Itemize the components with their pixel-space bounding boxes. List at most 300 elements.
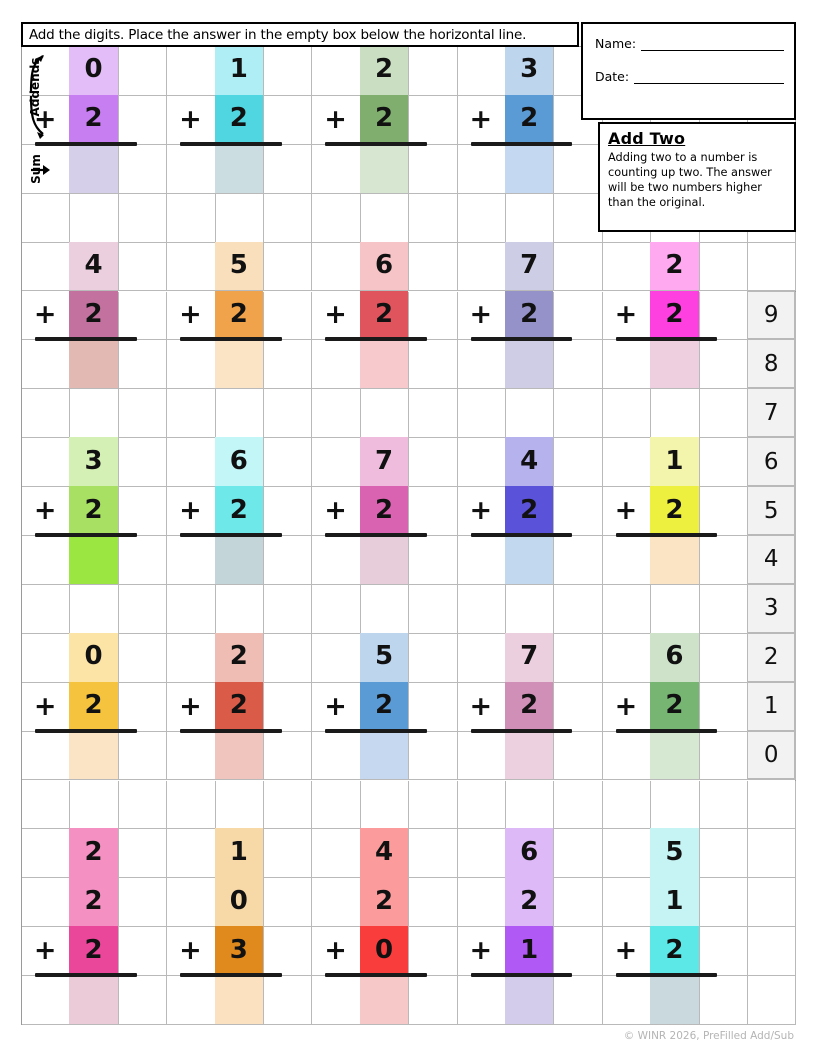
addend-digit: 2 [665, 250, 684, 281]
grid-cell [264, 732, 312, 781]
grid-cell [264, 781, 312, 830]
grid-cell [554, 585, 602, 634]
grid-cell [22, 389, 70, 438]
grid-cell [70, 585, 118, 634]
grid-cell [167, 878, 215, 927]
sum-answer-box[interactable] [69, 146, 117, 193]
grid-cell [458, 585, 506, 634]
grid-cell [458, 389, 506, 438]
sum-answer-box[interactable] [650, 537, 698, 584]
grid-cell [216, 781, 264, 830]
sum-answer-box[interactable] [69, 341, 117, 388]
addend-digit: 1 [665, 445, 684, 476]
grid-cell [554, 389, 602, 438]
grid-cell [264, 194, 312, 243]
addend-digit: 6 [374, 250, 394, 281]
grid-cell [409, 96, 457, 145]
instruction-bar [21, 22, 579, 47]
grid-cell [700, 781, 748, 830]
info-body: Adding two to a number is counting up two. The answer will be two numbers higher than the original. [608, 151, 772, 209]
grid-cell [554, 781, 602, 830]
grid-cell [554, 145, 602, 194]
addend-digit: 2 [520, 690, 539, 721]
grid-cell [264, 976, 312, 1025]
addend-digit: 4 [520, 445, 539, 476]
sum-rule-line [180, 337, 282, 341]
sum-rule-line [35, 729, 137, 733]
sum-answer-box[interactable] [505, 341, 553, 388]
addend-digit: 2 [84, 690, 103, 721]
addend-digit: 0 [229, 885, 248, 916]
sum-rule-line [616, 337, 718, 341]
addend-digit: 2 [374, 103, 394, 134]
grid-cell [119, 96, 167, 145]
grid-cell [119, 536, 167, 585]
sum-rule-line [616, 729, 718, 733]
grid-cell [22, 243, 70, 292]
grid-cell [409, 47, 457, 96]
grid-cell [458, 829, 506, 878]
addend-digit: 5 [229, 250, 248, 281]
grid-cell [22, 976, 70, 1025]
grid-cell [651, 585, 699, 634]
plus-operator-icon: + [179, 103, 202, 135]
sum-answer-box[interactable] [360, 977, 408, 1024]
grid-cell [506, 389, 554, 438]
sum-rule-line [325, 973, 427, 977]
grid-cell [554, 829, 602, 878]
grid-cell [748, 976, 796, 1025]
addend-digit: 2 [374, 494, 394, 525]
grid-cell [603, 634, 651, 683]
grid-cell [409, 194, 457, 243]
grid-cell [312, 585, 360, 634]
addend-digit: 2 [374, 885, 394, 916]
grid-cell [167, 781, 215, 830]
sum-rule-line [325, 142, 427, 146]
grid-cell [748, 927, 796, 976]
sum-answer-box[interactable] [215, 146, 263, 193]
grid-cell [700, 634, 748, 683]
grid-cell [264, 878, 312, 927]
sum-rule-line [325, 729, 427, 733]
grid-cell [700, 243, 748, 292]
grid-cell [216, 585, 264, 634]
grid-cell [603, 536, 651, 585]
grid-cell [264, 438, 312, 487]
grid-cell [167, 732, 215, 781]
sum-answer-box[interactable] [505, 146, 553, 193]
addend-digit: 2 [229, 641, 248, 672]
grid-cell [458, 194, 506, 243]
grid-cell [651, 781, 699, 830]
grid-cell [264, 340, 312, 389]
grid-cell [458, 781, 506, 830]
grid-cell [700, 292, 748, 341]
grid-cell [167, 340, 215, 389]
addend-digit: 1 [520, 934, 539, 965]
grid-cell [361, 585, 409, 634]
grid-cell [22, 438, 70, 487]
plus-operator-icon: + [33, 495, 57, 527]
grid-cell [603, 781, 651, 830]
grid-cell [748, 829, 796, 878]
grid-cell [264, 683, 312, 732]
grid-cell [312, 976, 360, 1025]
addend-digit: 4 [374, 836, 394, 867]
grid-cell [70, 389, 118, 438]
grid-cell [554, 243, 602, 292]
grid-cell [22, 878, 70, 927]
plus-operator-icon: + [469, 690, 493, 722]
addend-digit: 1 [229, 54, 248, 85]
grid-cell [312, 732, 360, 781]
sum-answer-box[interactable] [360, 146, 408, 193]
plus-operator-icon: + [324, 495, 347, 527]
grid-cell [409, 292, 457, 341]
grid-cell [409, 683, 457, 732]
grid-cell [264, 487, 312, 536]
sum-rule-line [180, 533, 282, 537]
sum-rule-line [35, 337, 137, 341]
addends-label [21, 46, 47, 144]
grid-cell [22, 634, 70, 683]
grid-cell [554, 683, 602, 732]
grid-cell [167, 585, 215, 634]
grid-cell [167, 243, 215, 292]
addend-digit: 5 [665, 836, 684, 867]
grid-cell [167, 634, 215, 683]
grid-cell [409, 781, 457, 830]
sum-answer-box[interactable] [505, 733, 553, 780]
grid-cell [119, 340, 167, 389]
addend-digit: 4 [84, 250, 103, 281]
grid-cell [119, 47, 167, 96]
grid-cell [554, 340, 602, 389]
grid-cell [312, 340, 360, 389]
sum-rule-line [180, 729, 282, 733]
number-strip-cell: 2 [747, 633, 795, 682]
addend-digit: 2 [665, 934, 684, 965]
sum-rule-line [616, 533, 718, 537]
addend-digit: 2 [229, 103, 248, 134]
grid-cell [603, 438, 651, 487]
grid-cell [409, 878, 457, 927]
addend-digit: 6 [520, 836, 539, 867]
grid-cell [264, 145, 312, 194]
grid-cell [700, 536, 748, 585]
addend-digit: 0 [84, 641, 103, 672]
plus-operator-icon: + [33, 299, 57, 331]
grid-cell [119, 194, 167, 243]
grid-cell [458, 976, 506, 1025]
date-label: Date: [595, 69, 630, 84]
date-row [595, 69, 784, 84]
plus-operator-icon: + [614, 495, 638, 527]
sum-answer-box[interactable] [650, 341, 698, 388]
addends-label-text: Addends [28, 57, 42, 117]
grid-cell [361, 781, 409, 830]
addend-digit: 7 [520, 641, 539, 672]
grid-cell [264, 927, 312, 976]
grid-cell [458, 634, 506, 683]
plus-operator-icon: + [179, 690, 202, 722]
sum-answer-box[interactable] [215, 341, 263, 388]
grid-cell [312, 829, 360, 878]
plus-operator-icon: + [324, 103, 347, 135]
grid-cell [409, 487, 457, 536]
grid-cell [748, 243, 796, 292]
info-box [598, 122, 796, 232]
grid-cell [700, 438, 748, 487]
grid-cell [167, 438, 215, 487]
grid-cell [216, 194, 264, 243]
number-strip-cell: 9 [747, 291, 795, 340]
info-title: Add Two [608, 129, 686, 148]
sum-rule-line [180, 142, 282, 146]
grid-cell [748, 781, 796, 830]
grid-cell [22, 829, 70, 878]
sum-answer-box[interactable] [215, 977, 263, 1024]
number-strip-cell: 0 [747, 731, 795, 780]
sum-answer-box[interactable] [215, 733, 263, 780]
sum-answer-box[interactable] [650, 733, 698, 780]
grid-cell [700, 829, 748, 878]
grid-cell [119, 732, 167, 781]
sum-label-text: Sum [29, 154, 43, 184]
addend-digit: 1 [229, 836, 248, 867]
grid-cell [312, 47, 360, 96]
addend-digit: 2 [665, 494, 684, 525]
sum-rule-line [471, 729, 573, 733]
grid-cell [409, 340, 457, 389]
grid-cell [119, 927, 167, 976]
plus-operator-icon: + [179, 935, 202, 967]
grid-cell [748, 878, 796, 927]
grid-cell [700, 340, 748, 389]
addend-digit: 2 [520, 885, 539, 916]
grid-cell [167, 389, 215, 438]
grid-cell [700, 585, 748, 634]
sum-answer-box[interactable] [360, 733, 408, 780]
addend-digit: 2 [374, 298, 394, 329]
grid-cell [264, 389, 312, 438]
grid-cell [409, 145, 457, 194]
grid-cell [603, 829, 651, 878]
number-strip-cell: 7 [747, 388, 795, 437]
footer-copyright: © WINR 2026, PreFilled Add/Sub [623, 1030, 794, 1042]
grid-cell [119, 487, 167, 536]
name-date-box [581, 22, 796, 120]
grid-cell [700, 976, 748, 1025]
grid-cell [167, 829, 215, 878]
addend-digit: 2 [520, 494, 539, 525]
sum-rule-line [471, 973, 573, 977]
grid-cell [361, 194, 409, 243]
sum-rule-line [35, 533, 137, 537]
addend-digit: 2 [84, 103, 103, 134]
sum-rule-line [35, 973, 137, 977]
grid-cell [167, 47, 215, 96]
grid-cell [70, 781, 118, 830]
grid-cell [409, 829, 457, 878]
grid-cell [603, 243, 651, 292]
number-strip-cell: 8 [747, 339, 795, 388]
addend-digit: 3 [520, 54, 539, 85]
grid-cell [700, 927, 748, 976]
grid-cell [312, 781, 360, 830]
number-strip-cell: 3 [747, 584, 795, 633]
grid-cell [458, 47, 506, 96]
grid-cell [700, 878, 748, 927]
plus-operator-icon: + [324, 935, 347, 967]
grid-cell [554, 634, 602, 683]
grid-cell [119, 585, 167, 634]
grid-cell [167, 145, 215, 194]
grid-cell [312, 634, 360, 683]
grid-cell [264, 96, 312, 145]
grid-cell [22, 585, 70, 634]
grid-cell [603, 976, 651, 1025]
grid-cell [554, 878, 602, 927]
addend-digit: 2 [84, 934, 103, 965]
sum-label [21, 146, 51, 194]
sum-answer-box[interactable] [360, 537, 408, 584]
addend-digit: 6 [229, 445, 248, 476]
plus-operator-icon: + [614, 299, 638, 331]
number-strip-cell: 5 [747, 486, 795, 535]
grid-cell [216, 389, 264, 438]
grid-cell [119, 683, 167, 732]
grid-cell [409, 732, 457, 781]
grid-cell [409, 976, 457, 1025]
grid-cell [409, 438, 457, 487]
addend-digit: 0 [84, 54, 103, 85]
addend-digit: 7 [374, 445, 394, 476]
instruction-text: Add the digits. Place the answer in the empty box below the horizontal line. [29, 26, 527, 43]
grid-cell [22, 732, 70, 781]
grid-cell [264, 634, 312, 683]
name-label: Name: [595, 36, 637, 51]
addend-digit: 2 [229, 494, 248, 525]
grid-cell [554, 292, 602, 341]
plus-operator-icon: + [179, 299, 202, 331]
plus-operator-icon: + [614, 690, 638, 722]
grid-cell [603, 389, 651, 438]
name-input-line[interactable] [641, 38, 784, 51]
addend-digit: 2 [229, 298, 248, 329]
addend-digit: 2 [665, 298, 684, 329]
grid-cell [22, 194, 70, 243]
grid-cell [22, 536, 70, 585]
grid-cell [603, 878, 651, 927]
sum-answer-box[interactable] [505, 977, 553, 1024]
addend-digit: 0 [374, 934, 394, 965]
grid-cell [264, 47, 312, 96]
sum-rule-line [325, 533, 427, 537]
plus-operator-icon: + [614, 935, 638, 967]
addend-digit: 2 [84, 494, 103, 525]
grid-cell [119, 634, 167, 683]
grid-cell [409, 585, 457, 634]
sum-answer-box[interactable] [69, 537, 117, 584]
grid-cell [506, 781, 554, 830]
plus-operator-icon: + [469, 495, 493, 527]
number-strip-cell: 1 [747, 682, 795, 731]
number-strip-cell: 4 [747, 535, 795, 584]
plus-operator-icon: + [324, 299, 347, 331]
grid-cell [458, 243, 506, 292]
addend-digit: 7 [520, 250, 539, 281]
sum-rule-line [471, 337, 573, 341]
grid-cell [700, 389, 748, 438]
plus-operator-icon: + [324, 690, 347, 722]
date-input-line[interactable] [634, 71, 784, 84]
grid-cell [554, 732, 602, 781]
grid-cell [167, 194, 215, 243]
grid-cell [22, 781, 70, 830]
grid-cell [312, 194, 360, 243]
addend-digit: 2 [84, 298, 103, 329]
grid-cell [409, 634, 457, 683]
sum-rule-line [325, 337, 427, 341]
sum-answer-box[interactable] [69, 977, 117, 1024]
grid-cell [119, 145, 167, 194]
plus-operator-icon: + [33, 103, 57, 135]
grid-cell [119, 976, 167, 1025]
grid-cell [409, 927, 457, 976]
grid-cell [458, 536, 506, 585]
grid-cell [409, 389, 457, 438]
sum-answer-box[interactable] [360, 341, 408, 388]
sum-answer-box[interactable] [505, 537, 553, 584]
sum-answer-box[interactable] [650, 977, 698, 1024]
addend-digit: 2 [229, 690, 248, 721]
grid-cell [603, 340, 651, 389]
sum-rule-line [471, 533, 573, 537]
grid-cell [264, 536, 312, 585]
addend-digit: 1 [665, 885, 684, 916]
grid-cell [603, 732, 651, 781]
addend-digit: 2 [520, 103, 539, 134]
grid-cell [312, 389, 360, 438]
addend-digit: 3 [229, 934, 248, 965]
plus-operator-icon: + [469, 103, 493, 135]
grid-cell [119, 292, 167, 341]
grid-cell [119, 829, 167, 878]
grid-cell [700, 683, 748, 732]
addend-digit: 2 [374, 54, 394, 85]
sum-rule-line [471, 142, 573, 146]
grid-cell [312, 878, 360, 927]
grid-cell [554, 536, 602, 585]
sum-answer-box[interactable] [69, 733, 117, 780]
grid-cell [554, 194, 602, 243]
grid-cell [554, 976, 602, 1025]
grid-cell [554, 438, 602, 487]
addend-digit: 3 [84, 445, 103, 476]
grid-cell [312, 438, 360, 487]
sum-answer-box[interactable] [215, 537, 263, 584]
grid-cell [167, 536, 215, 585]
grid-cell [409, 536, 457, 585]
grid-cell [458, 438, 506, 487]
grid-cell [458, 732, 506, 781]
addend-digit: 2 [84, 836, 103, 867]
sum-rule-line [616, 973, 718, 977]
addend-digit: 2 [84, 885, 103, 916]
addend-digit: 2 [520, 298, 539, 329]
